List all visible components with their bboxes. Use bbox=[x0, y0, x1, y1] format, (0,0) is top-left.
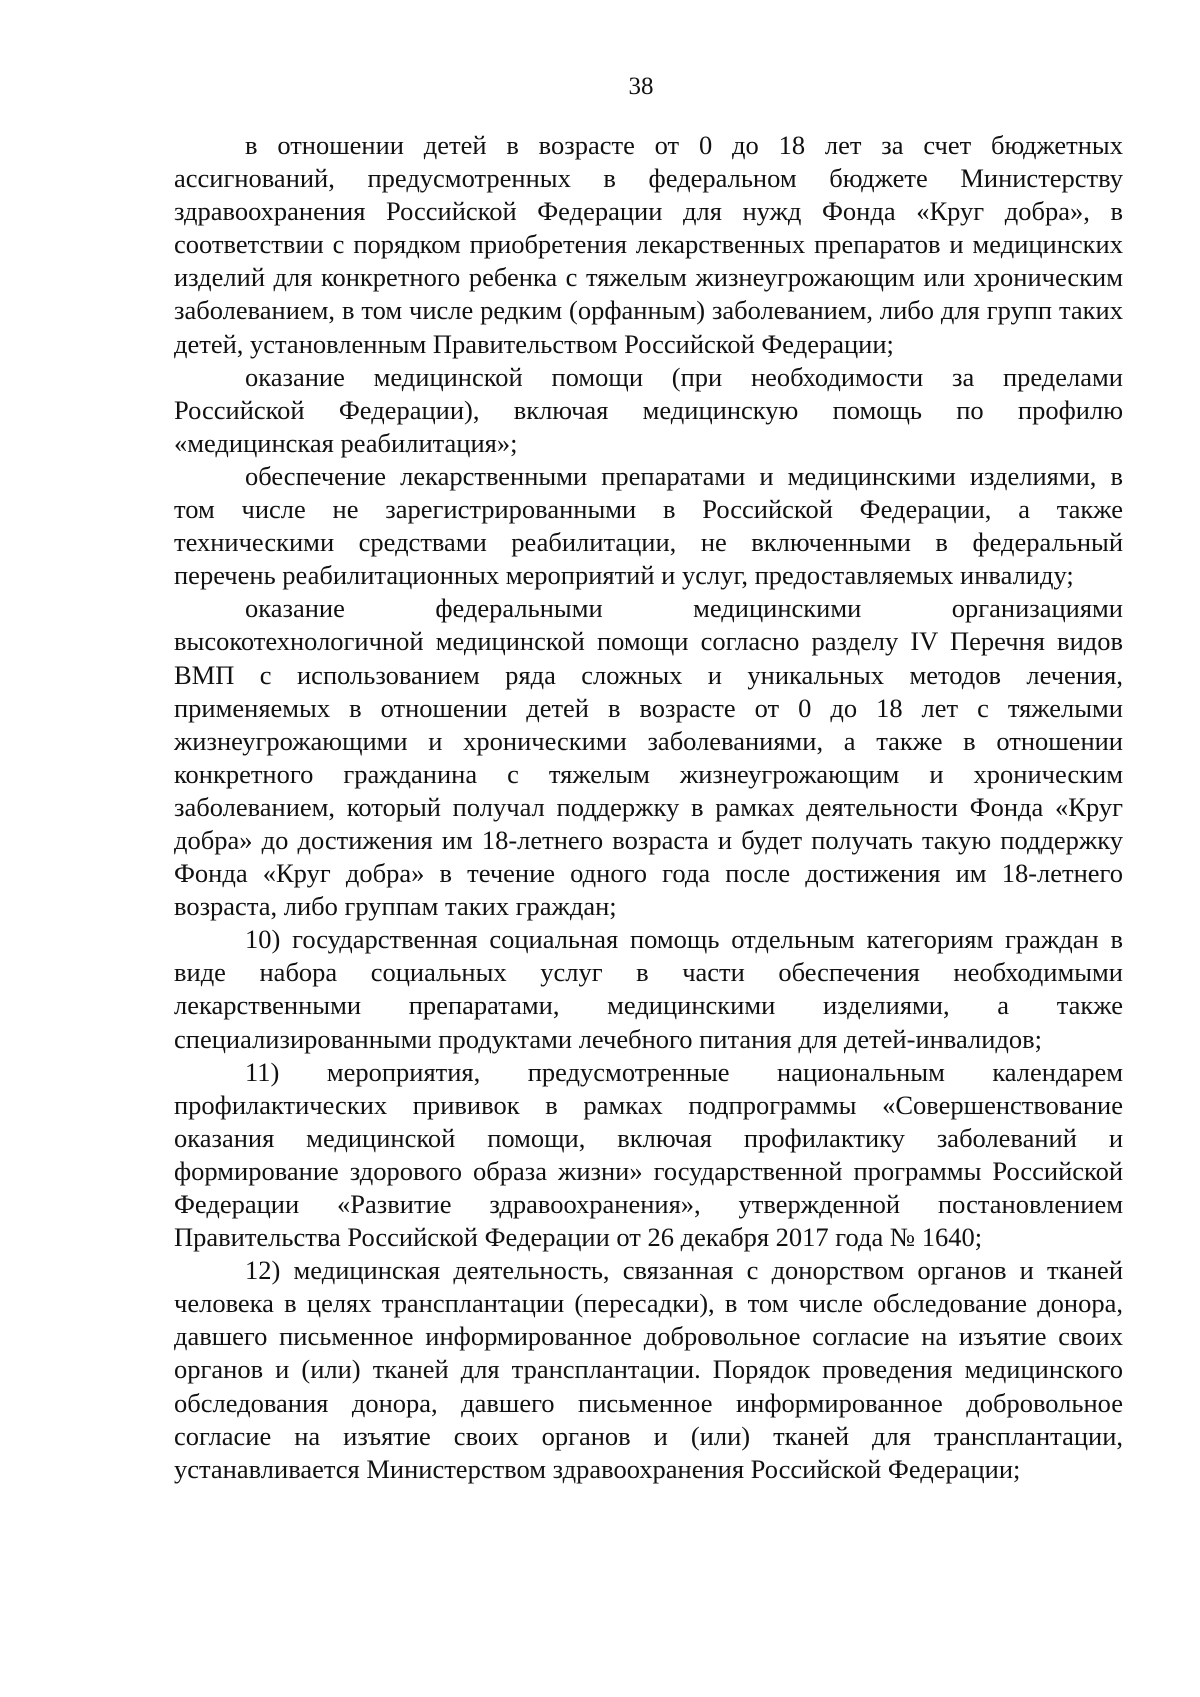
paragraph-item-10-social-assistance: 10) государственная социальная помощь отдельным категориям граждан в виде набора социальных услуг в части обеспечения необходимыми лекарственными препаратами, медицинскими изделиями, а также специализированными продуктами лечебного питания для детей-инвалидов; bbox=[174, 924, 1123, 1054]
paragraph-item-12-organ-donation: 12) медицинская деятельность, связанная с донорством органов и тканей человека в целях трансплантации (пересадки), в том числе обследование донора, давшего письменное информированное добровольное согласие на изъятие своих органов и (или) тканей для трансплантации. Порядок проведения медицинского обследования донора, давшего письменное информированное добровольное согласие на изъятие своих органов и (или) тканей для трансплантации, устанавливается Министерством здравоохранения Российской Федерации; bbox=[174, 1255, 1123, 1484]
document-body bbox=[174, 129, 1123, 1486]
paragraph-high-tech-care: оказание федеральными медицинскими организациями высокотехнологичной медицинской помощи согласно разделу IV Перечня видов ВМП с использованием ряда сложных и уникальных методов лечения, применяемых в отношении детей в возрасте от 0 до 18 лет с тяжелыми жизнеугрожающими и хроническими заболеваниями, а также в отношении конкретного гражданина с тяжелым жизнеугрожающим и хроническим заболеванием, который получал поддержку в рамках деятельности Фонда «Круг добра» до достижения им 18-летнего возраста и будет получать такую поддержку Фонда «Круг добра» в течение одного года после достижения им 18-летнего возраста, либо группам таких граждан; bbox=[174, 593, 1123, 922]
paragraph-children-funding: в отношении детей в возрасте от 0 до 18 лет за счет бюджетных ассигнований, предусмотренных в федеральном бюджете Министерству здравоохранения Российской Федерации для нужд Фонда «Круг добра», в соответствии с порядком приобретения лекарственных препаратов и медицинских изделий для конкретного ребенка с тяжелым жизнеугрожающим или хроническим заболеванием, в том числе редким (орфанным) заболеванием, либо для групп таких детей, установленным Правительством Российской Федерации; bbox=[174, 130, 1123, 359]
page-number: 38 bbox=[628, 73, 654, 100]
paragraph-item-11-vaccinations: 11) мероприятия, предусмотренные национальным календарем профилактических прививок в рамках подпрограммы «Совершенствование оказания медицинской помощи, включая профилактику заболеваний и формирование здорового образа жизни» государственной программы Российской Федерации «Развитие здравоохранения», утвержденной постановлением Правительства Российской Федерации от 26 декабря 2017 года № 1640; bbox=[174, 1056, 1123, 1253]
paragraph-medicines-devices: обеспечение лекарственными препаратами и медицинскими изделиями, в том числе не зарегистрированными в Российской Федерации, а также техническими средствами реабилитации, не включенными в федеральный перечень реабилитационных мероприятий и услуг, предоставляемых инвалиду; bbox=[174, 460, 1123, 591]
paragraph-medical-care-abroad: оказание медицинской помощи (при необходимости за пределами Российской Федерации), включая медицинскую помощь по профилю «медицинская реабилитация»; bbox=[174, 361, 1123, 458]
